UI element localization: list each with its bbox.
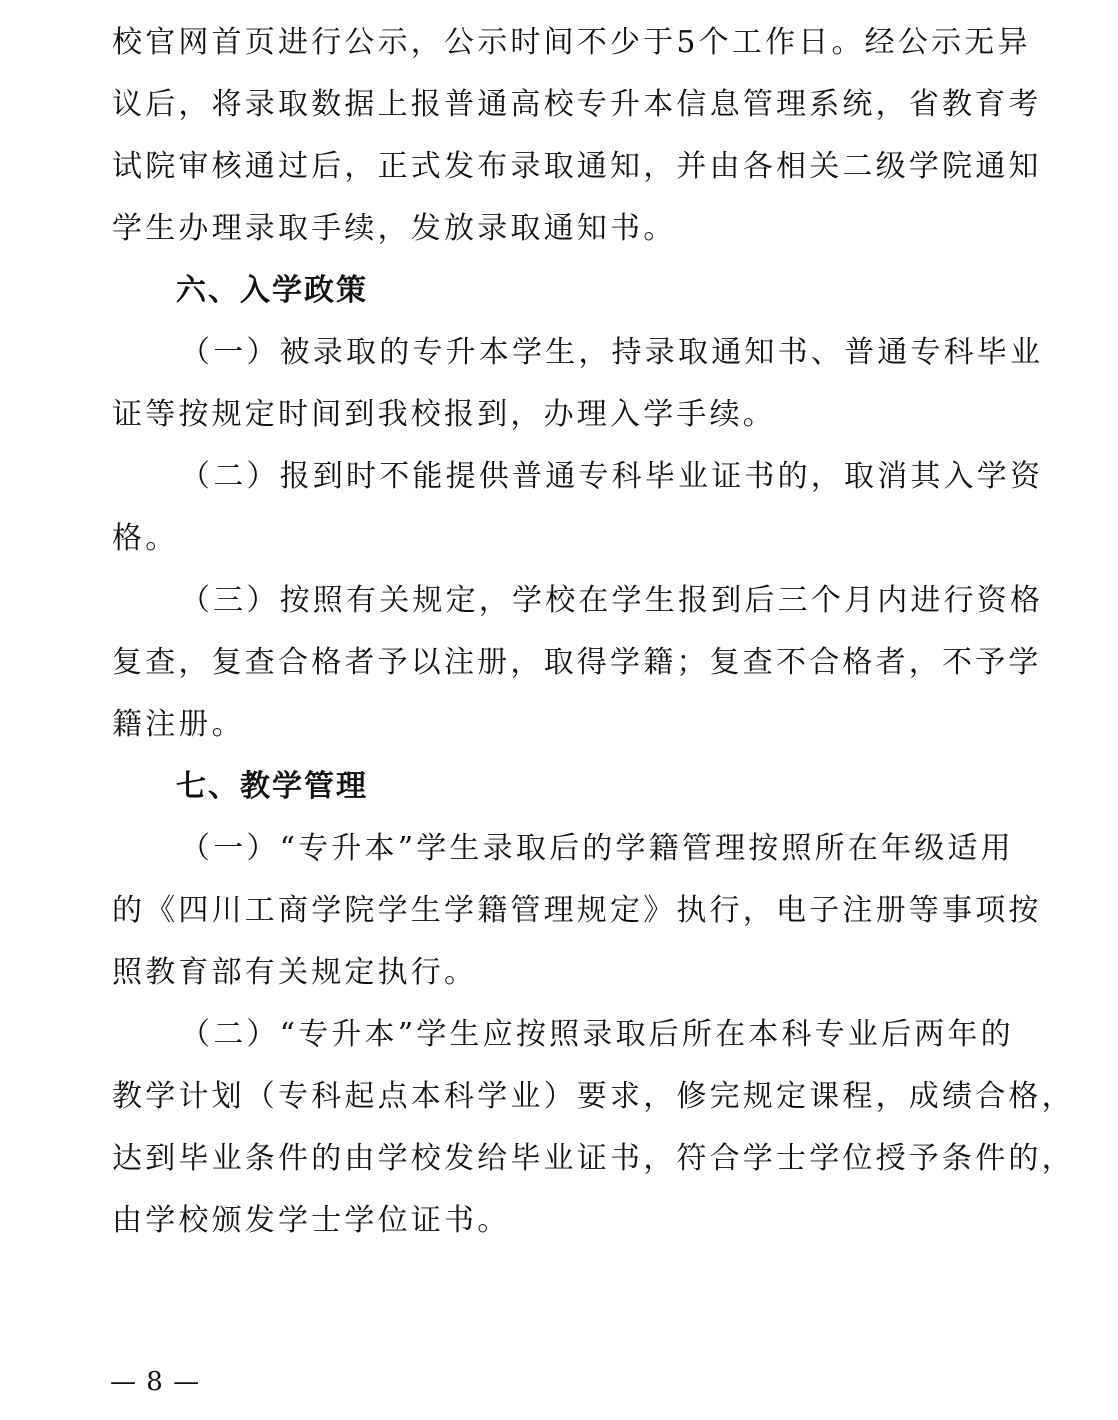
paragraph-line: 由学校颁发学士学位证书。 [112, 1203, 511, 1238]
paragraph-line: 试院审核通过后，正式发布录取通知，并由各相关二级学院通知 [112, 149, 1042, 184]
paragraph-line: （二）报到时不能提供普通专科毕业证书的，取消其入学资 [180, 459, 1044, 494]
paragraph-line: （三）按照有关规定，学校在学生报到后三个月内进行资格 [180, 583, 1044, 618]
paragraph-line: 籍注册。 [112, 707, 245, 742]
document-body [112, 12, 1075, 1252]
paragraph-line: 议后，将录取数据上报普通高校专升本信息管理系统，省教育考 [112, 87, 1042, 122]
section-heading-six: 六、入学政策 [176, 273, 368, 308]
paragraph-line: 的《四川工商学院学生学籍管理规定》执行，电子注册等事项按 [112, 893, 1042, 928]
paragraph-line: 教学计划（专科起点本科学业）要求，修完规定课程，成绩合格， [112, 1079, 1075, 1114]
paragraph-line: （一）“专升本”学生录取后的学籍管理按照所在年级适用 [180, 831, 1014, 866]
paragraph-line: 格。 [112, 521, 179, 556]
paragraph-line: 校官网首页进行公示，公示时间不少于5个工作日。经公示无异 [112, 25, 1031, 60]
paragraph-line: 达到毕业条件的由学校发给毕业证书，符合学士学位授予条件的， [112, 1141, 1075, 1176]
paragraph-line: 照教育部有关规定执行。 [112, 955, 478, 990]
paragraph-line: 证等按规定时间到我校报到，办理入学手续。 [112, 397, 776, 432]
paragraph-line: 学生办理录取手续，发放录取通知书。 [112, 211, 677, 246]
paragraph-line: 复查，复查合格者予以注册，取得学籍；复查不合格者，不予学 [112, 645, 1042, 680]
paragraph-line: （二）“专升本”学生应按照录取后所在本科专业后两年的 [180, 1017, 1014, 1052]
paragraph-line: （一）被录取的专升本学生，持录取通知书、普通专科毕业 [180, 335, 1044, 370]
page-number: — 8 — [110, 1367, 201, 1397]
section-heading-seven: 七、教学管理 [176, 769, 368, 804]
